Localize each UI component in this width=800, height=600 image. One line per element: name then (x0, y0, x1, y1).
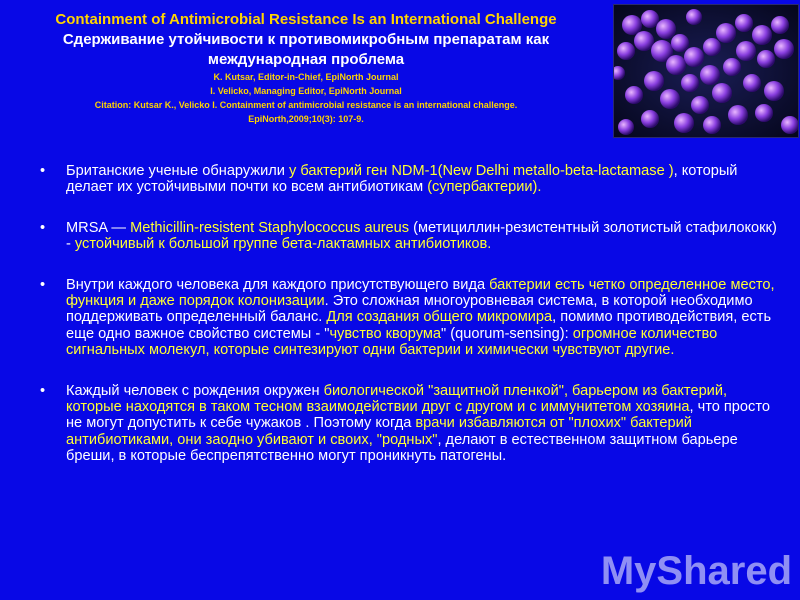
bullet-segment: устойчивый к большой группе бета-лактамных антибиотиков. (74, 236, 492, 253)
bullet-item (40, 219, 778, 253)
editor-line-2: I. Velicko, Managing Editor, EpiNorth Journal (210, 86, 402, 96)
bullet-dot-icon: • (40, 163, 46, 179)
bullet-item (40, 163, 778, 196)
bullet-text (66, 383, 770, 465)
bullet-segment: чувство кворума (329, 325, 441, 342)
watermark: MyShared (600, 549, 792, 593)
bullet-segment: Каждый человек с рождения окружен (66, 382, 324, 399)
bullet-text (66, 220, 777, 252)
bullet-segment: " (quorum-sensing): (441, 325, 573, 342)
bullet-segment: , что просто не могут допустить к себе чужаков . Поэтому когда (66, 399, 770, 432)
bullet-list (40, 163, 778, 489)
bullet-dot-icon: • (40, 382, 46, 399)
bullet-text (66, 163, 737, 195)
bullet-segment: биологической "защитной пленкой", барьером из бактерий, которые находятся в таком тесном взаимодействии друг с другом и с иммунитетом хозяина (66, 382, 728, 416)
bullet-dot-icon: • (40, 276, 46, 293)
bullet-segment: Methicillin-resistent Staphylococcus aureus (130, 219, 410, 236)
bullet-segment: MRSA — (66, 219, 131, 236)
bullet-segment: (супербактерии). (427, 179, 542, 196)
bullet-segment: , помимо противодействия, есть еще одно важное свойство системы - " (66, 309, 772, 342)
bullet-text (66, 277, 775, 359)
bullet-segment: врачи избавляются от "плохих" бактерий антибиотиками, они заодно убивают и своих, "родных" (66, 415, 692, 448)
bullet-segment: Внутри каждого человека для каждого присутствующего вида (66, 276, 490, 293)
title-russian-line-2: международная проблема (207, 51, 405, 68)
bullet-segment: , делают в естественном защитном барьере бреши, в которые беспрепятственно могут проникнуть патогены. (66, 431, 738, 465)
citation-line-2: EpiNorth,2009;10(3): 107-9. (248, 114, 364, 124)
bullet-item (40, 276, 778, 359)
bullet-segment: огромное количество сигнальных молекул, которые синтезируют одни бактерии и химически чувствуют другие. (66, 325, 718, 359)
bacteria-micrograph-icon (614, 5, 798, 137)
bullet-segment: Британские ученые обнаружили (66, 163, 289, 179)
title-english: Containment of Antimicrobial Resistance Is an International Challenge (55, 11, 557, 28)
bullet-segment: (метициллин-резистентный золотистый стафилококк) - (66, 219, 777, 253)
title-russian-line-1: Сдерживание утойчивости к противомикробным препаратам как (62, 31, 550, 48)
bullet-segment: . Это сложная многоуровневая система, в которой необходимо поддерживать определенный баланс. (66, 293, 753, 326)
bullet-segment: , который делает их устойчивыми почти ко всем антибиотикам (66, 163, 738, 196)
bullet-dot-icon: • (40, 219, 46, 236)
slide-header (0, 10, 612, 126)
bullet-segment: Для создания общего микромира (326, 309, 553, 326)
bullet-segment: бактерии есть четко определенное место, функция и даже порядок колонизации (66, 276, 775, 310)
bullet-segment: у бактерий ген NDM-1(New Delhi metallo-beta-lactamase ) (288, 163, 674, 179)
bacteria-micrograph-image (613, 4, 799, 138)
bullet-item (40, 382, 778, 465)
editor-line-1: K. Kutsar, Editor-in-Chief, EpiNorth Journal (213, 72, 399, 82)
citation-line-1: Citation: Kutsar K., Velicko I. Containment of antimicrobial resistance is an international challenge. (94, 100, 518, 110)
